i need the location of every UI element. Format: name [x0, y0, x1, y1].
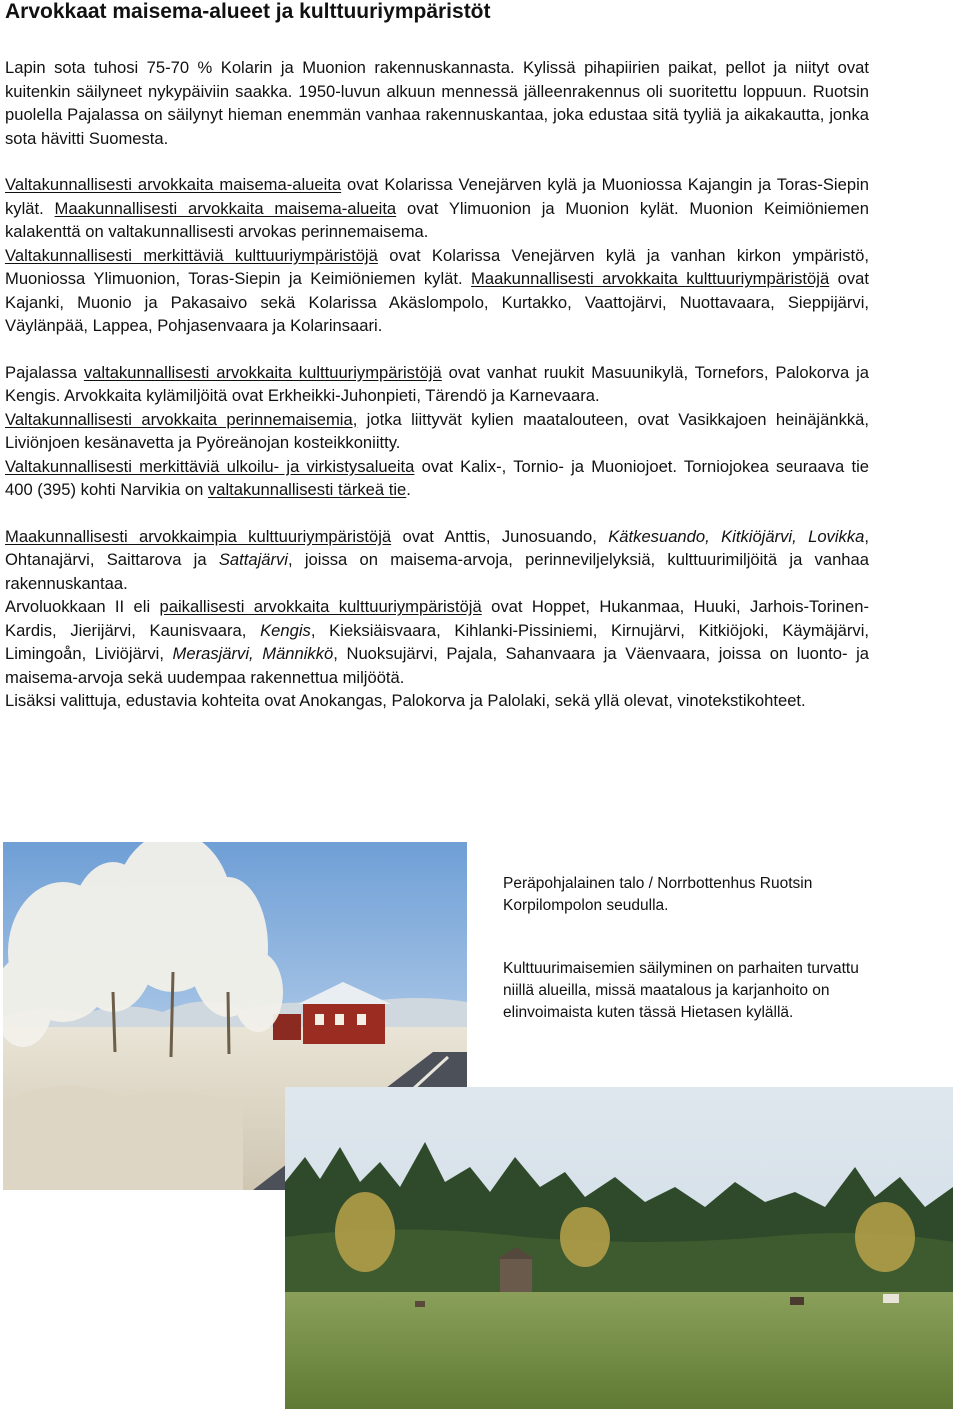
paragraph-pajala — [5, 361, 869, 408]
text: ovat Ylimuonion ja Muonion kylät. Muonion Keimiöniemen kalakenttä on valtakunnallisesti arvokas perinnemaisema. — [5, 198, 869, 241]
italic-village-sattajarvi: Sattajärvi — [218, 550, 288, 569]
text: , Ohtanajärvi, Saittarova ja — [5, 526, 869, 569]
italic-villages-1: Kätkesuando, Kitkiöjärvi, Lovikka — [608, 526, 865, 546]
paragraph-war-history — [5, 56, 869, 150]
photo-summer-pasture — [285, 1087, 953, 1409]
paragraph-additional-sites — [5, 689, 869, 713]
link-important-road[interactable]: valtakunnallisesti tärkeä tie — [207, 480, 407, 499]
text: ovat Kolarissa Venejärven kylä ja vanhan kirkon ympäristö, Muoniossa Ylimuonion, Toras-Siepin ja Keimiöniemen kylät. — [5, 245, 869, 288]
link-regional-valuable-environments[interactable]: Maakunnallisesti arvokkaimpia kulttuuriympäristöjä — [5, 526, 392, 546]
link-local-cultural-environments[interactable]: paikallisesti arvokkaita kulttuuriympäristöjä — [159, 597, 482, 616]
text: Lisäksi valittuja, edustavia kohteita ovat Anokangas, Palokorva ja Palolaki, sekä yllä olevat, vinotekstikohteet. — [5, 691, 806, 710]
text: ovat Hoppet, Hukanmaa, Huuki, Jarhois-Torinen-Kardis, Jierijärvi, Kaunisvaara, — [5, 597, 870, 640]
italic-villages-2: Merasjärvi, Männikkö — [172, 644, 334, 663]
link-regional-landscape-areas[interactable]: Maakunnallisesti arvokkaita maisema-alueita — [54, 198, 397, 218]
paragraph-cultural-environments — [5, 244, 869, 338]
text: jotka liittyvät kylien maatalouteen, ovat Vasikkajoen heinäjänkkä, Liviönjoen kesänavetta ja Pyöreänojan kosteikkoniitty. — [5, 409, 870, 452]
text: ovat Kalix-, Tornio- ja Muoniojoet. Torniojokea seuraava tie 400 (395) kohti Narvikia on — [5, 456, 869, 499]
paragraph-recreation-areas — [5, 455, 869, 502]
page-title: Arvokkaat maisema-alueet ja kulttuuriympäristöt — [5, 0, 491, 23]
text: ovat Kajanki, Muonio ja Pakasaivo sekä Kolarissa Akäslompolo, Kurtakko, Vaattojärvi, Nuottavaara, Sieppijärvi, Väylänpää, Lappea, Pohjasenvaara ja Kolarinsaari. — [5, 269, 869, 335]
text: , joissa on maisema-arvoja, perinneviljelyksiä, kulttuurimiljöitä ja vanhaa rakennuskantaa. — [5, 550, 869, 593]
link-heritage-landscapes[interactable]: Valtakunnallisesti arvokkaita perinnemaisemia, — [5, 409, 358, 429]
link-recreation-areas[interactable]: Valtakunnallisesti merkittäviä ulkoilu- ja virkistysalueita — [5, 456, 415, 476]
body-text — [5, 56, 869, 713]
text: Pajalassa — [5, 362, 84, 382]
link-pajala-cultural-environments[interactable]: valtakunnallisesti arvokkaita kulttuuriympäristöjä — [83, 362, 442, 382]
paragraph-heritage-landscapes — [5, 408, 869, 455]
link-national-landscape-areas[interactable]: Valtakunnallisesti arvokkaita maisema-alueita — [5, 175, 342, 194]
text: , Kieksiäisvaara, Kihlanki-Pissiniemi, Kirnujärvi, Kitkiöjoki, Käymäjärvi, Limingoån, Liviöjärvi, — [5, 620, 869, 663]
text: ovat Anttis, Junosuando, — [391, 526, 609, 546]
text: ovat Kolarissa Venejärven kylä ja Muoniossa Kajangin ja Toras-Siepin kylät. — [5, 175, 869, 218]
text: . — [406, 480, 411, 499]
text: Lapin sota tuhosi 75-70 % Kolarin ja Muonion rakennuskannasta. Kylissä pihapiirien paikat, pellot ja niityt ovat kuitenkin säilyneet nykypäiviin saakka. 1950-luvun alkuun mennessä jälleenrakennus oli suoritettu loppuun. Ruotsin puolella Pajalassa on säilynyt hieman enemmän vanhaa rakennuskantaa, joka edustaa sitä tyyliä ja aikakautta, jonka sota hävitti Suomesta. — [5, 58, 869, 148]
text: ovat vanhat ruukit Masuunikylä, Tornefors, Palokorva ja Kengis. Arvokkaita kylämiljöitä ovat Erkheikki-Juhonpieti, Tärendö ja Karnevaara. — [5, 362, 870, 405]
italic-village-kengis: Kengis — [260, 620, 311, 640]
caption-summer-photo: Kulttuurimaisemien säilyminen on parhaiten turvattu niillä alueilla, missä maatalous ja karjanhoito on elinvoimaista kuten tässä Hietasen kylällä. — [503, 960, 859, 1021]
paragraph-landscape-areas — [5, 173, 869, 244]
caption-winter-photo: Peräpohjalainen talo / Norrbottenhus Ruotsin Korpilompolon seudulla. — [503, 875, 813, 914]
summer-landscape-image — [285, 1087, 953, 1409]
text: , Nuoksujärvi, Pajala, Sahanvaara ja Väenvaara, joissa on luonto- ja maisema-arvoja sekä uudempaa rakennettua miljöötä. — [5, 644, 870, 687]
link-national-cultural-environments[interactable]: Valtakunnallisesti merkittäviä kulttuuriympäristöjä — [5, 245, 378, 265]
link-regional-cultural-environments[interactable]: Maakunnallisesti arvokkaita kulttuuriympäristöjä — [471, 269, 830, 288]
text: Arvoluokkaan II eli — [5, 597, 160, 616]
paragraph-local-valuable — [5, 595, 869, 689]
paragraph-regional-valuable — [5, 525, 869, 596]
